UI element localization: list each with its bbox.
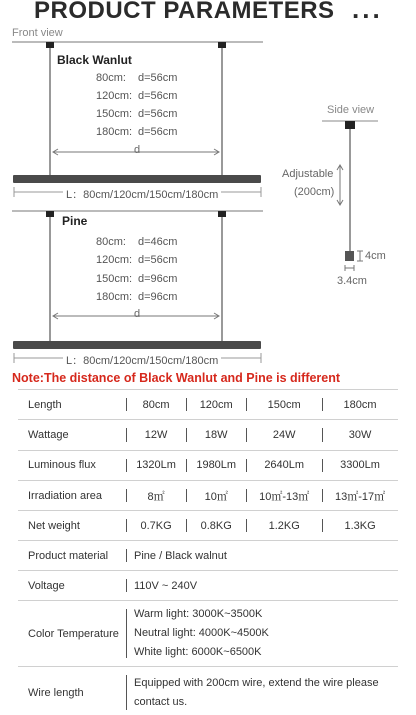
ceiling-mount — [46, 211, 54, 217]
spec-distance: d=56cm — [138, 72, 178, 84]
wire-text: contact us. — [134, 695, 188, 708]
spec-row — [96, 273, 177, 285]
distance-note: Note:The distance of Black Wanlut and Pine is different — [12, 371, 341, 385]
length-label: L：80cm/120cm/150cm/180cm — [63, 186, 221, 202]
spec-row — [96, 126, 177, 138]
table-row — [18, 541, 398, 571]
table-row — [18, 480, 398, 510]
spec-distance: d=56cm — [138, 90, 178, 102]
spec-length: 150cm: — [96, 273, 133, 285]
white-light-spec: White light: 6000K~6500K — [134, 646, 262, 659]
spec-row — [96, 254, 177, 266]
cell: 180cm — [322, 390, 398, 420]
distance-label: d — [134, 308, 141, 320]
table-row — [18, 571, 398, 601]
spec-length: 120cm: — [96, 254, 133, 266]
table-row — [18, 667, 398, 715]
distance-label: d — [134, 144, 141, 156]
spec-row — [96, 236, 177, 248]
spec-row — [96, 108, 177, 120]
table-row — [18, 511, 398, 541]
cell: 2640Lm — [246, 450, 322, 480]
light-profile — [345, 251, 354, 261]
black-walnut-title: Black Wanlut — [57, 53, 132, 67]
cell: 0.8KG — [186, 511, 246, 541]
cell: 110V ~ 240V — [126, 571, 398, 601]
cell — [126, 667, 398, 715]
row-label: Color Temperature — [18, 601, 126, 667]
spec-length: 120cm: — [96, 90, 133, 102]
cell: 12W — [126, 420, 186, 450]
cell: 18W — [186, 420, 246, 450]
more-icon: ... — [352, 0, 383, 24]
neutral-light-spec: Neutral light: 4000K~4500K — [134, 627, 269, 640]
pine-title: Pine — [62, 214, 88, 228]
cell: 10㎡ — [186, 480, 246, 510]
spec-distance: d=96cm — [138, 291, 178, 303]
warm-light-spec: Warm light: 3000K~3500K — [134, 608, 263, 621]
parameters-table — [18, 389, 398, 715]
table-row — [18, 420, 398, 450]
row-label: Product material — [18, 541, 126, 571]
ceiling-mount — [218, 211, 226, 217]
side-view-label: Side view — [327, 104, 375, 116]
cell: 13㎡-17㎡ — [322, 480, 398, 510]
spec-distance: d=46cm — [138, 236, 178, 248]
height-label: 4cm — [365, 250, 386, 262]
cell: 1.2KG — [246, 511, 322, 541]
light-bar — [13, 341, 261, 349]
wire-text: Equipped with 200cm wire, extend the wire please — [134, 676, 379, 689]
spec-distance: d=56cm — [138, 126, 178, 138]
row-label: Net weight — [18, 511, 126, 541]
cell — [126, 601, 398, 667]
light-bar — [13, 175, 261, 183]
row-label: Irradiation area — [18, 480, 126, 510]
spec-distance: d=56cm — [138, 108, 178, 120]
ceiling-mount — [345, 121, 355, 129]
cell: 1.3KG — [322, 511, 398, 541]
page-title: PRODUCT PARAMETERS — [34, 0, 335, 24]
cell: 80cm — [126, 390, 186, 420]
spec-length: 150cm: — [96, 108, 133, 120]
row-label: Wattage — [18, 420, 126, 450]
table-row — [18, 390, 398, 420]
cell: 10㎡-13㎡ — [246, 480, 322, 510]
spec-row — [96, 72, 177, 84]
adjustable-label: Adjustable — [282, 168, 334, 180]
cell: 3300Lm — [322, 450, 398, 480]
spec-distance: d=56cm — [138, 254, 178, 266]
cell: 8㎡ — [126, 480, 186, 510]
adjustable-value: (200cm) — [294, 186, 335, 198]
table-row — [18, 601, 398, 667]
length-label: L：80cm/120cm/150cm/180cm — [63, 352, 221, 368]
cell: 120cm — [186, 390, 246, 420]
cell: 1320Lm — [126, 450, 186, 480]
width-label: 3.4cm — [337, 275, 367, 287]
spec-row — [96, 90, 177, 102]
spec-length: 180cm: — [96, 126, 133, 138]
row-label: Luminous flux — [18, 450, 126, 480]
cell: Pine / Black walnut — [126, 541, 398, 571]
spec-length: 80cm: — [96, 236, 126, 248]
spec-length: 80cm: — [96, 72, 126, 84]
cell: 0.7KG — [126, 511, 186, 541]
ceiling-mount — [46, 42, 54, 48]
ceiling-mount — [218, 42, 226, 48]
spec-distance: d=96cm — [138, 273, 178, 285]
cell: 30W — [322, 420, 398, 450]
row-label: Length — [18, 390, 126, 420]
spec-row — [96, 291, 177, 303]
front-view-label: Front view — [12, 27, 63, 39]
cell: 1980Lm — [186, 450, 246, 480]
row-label: Voltage — [18, 571, 126, 601]
cell: 24W — [246, 420, 322, 450]
row-label: Wire length — [18, 667, 126, 715]
cell: 150cm — [246, 390, 322, 420]
table-row — [18, 450, 398, 480]
spec-length: 180cm: — [96, 291, 133, 303]
